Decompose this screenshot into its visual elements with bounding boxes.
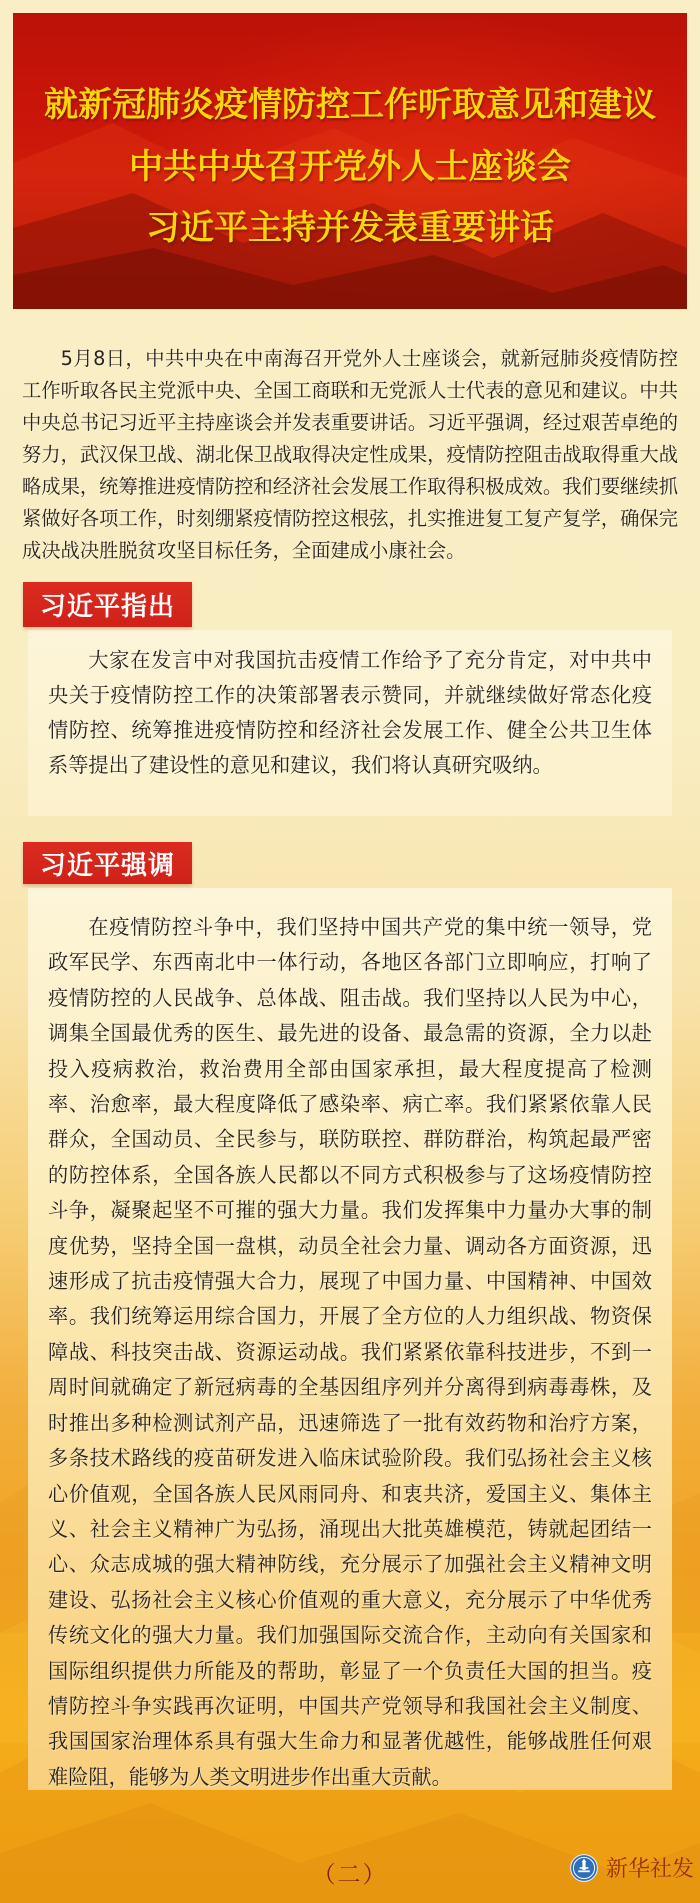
section-label-xi-emphasized: 习近平强调 [23,842,192,884]
banner-title-line-2: 中共中央召开党外人士座谈会 [129,147,571,187]
section-body-xi-emphasized: 在疫情防控斗争中，我们坚持中国共产党的集中统一领导，党政军民学、东西南北中一体行动，各地区各部门立即响应，打响了疫情防控的人民战争、总体战、阻击战。我们坚持以人民为中心，调集全国最优秀的医生、最先进的设备、最急需的资源，全力以赴投入疫病救治，救治费用全部由国家承担，最大程度提高了检测率、治愈率，最大程度降低了感染率、病亡率。我们紧紧依靠人民群众，全国动员、全民参与，联防联控、群防群治，构筑起最严密的防控体系，全国各族人民都以不同方式积极参与了这场疫情防控斗争，凝聚起坚不可摧的强大力量。我们发挥集中力量办大事的制度优势，坚持全国一盘棋，动员全社会力量、调动各方面资源，迅速形成了抗击疫情强大合力，展现了中国力量、中国精神、中国效率。我们统筹运用综合国力，开展了全方位的人力组织战、物资保障战、科技突击战、资源运动战。我们紧紧依靠科技进步，不到一周时间就确定了新冠病毒的全基因组序列并分离得到病毒毒株，及时推出多种检测试剂产品，迅速筛选了一批有效药物和治疗方案，多条技术路线的疫苗研发进入临床试验阶段。我们弘扬社会主义核心价值观，全国各族人民风雨同舟、和衷共济，爱国主义、集体主义、社会主义精神广为弘扬，涌现出大批英雄模范，铸就起团结一心、众志成城的强大精神防线，充分展示了加强社会主义精神文明建设、弘扬社会主义核心价值观的重大意义，充分展示了中华优秀传统文化的强大力量。我们加强国际交流合作，主动向有关国家和国际组织提供力所能及的帮助，彰显了一个负责任大国的担当。疫情防控斗争实践再次证明，中国共产党领导和我国社会主义制度、我国国家治理体系具有强大生命力和显著优越性，能够战胜任何艰难险阻，能够为人类文明进步作出重大贡献。 [28,888,672,1790]
banner-title-line-3: 习近平主持并发表重要讲话 [146,208,554,248]
section-label-xi-pointed-out: 习近平指出 [23,582,192,627]
part-number: （二） [312,1862,388,1888]
section-body-xi-pointed-out: 大家在发言中对我国抗击疫情工作给予了充分肯定，对中共中央关于疫情防控工作的决策部署表示赞同，并就继续做好常态化疫情防控、统筹推进疫情防控和经济社会发展工作、健全公共卫生体系等提出了建设性的意见和建议，我们将认真研究吸纳。 [28,630,672,816]
credit-text: 新华社发 [606,1857,695,1882]
credit-block [570,1852,694,1883]
xinhua-logo-icon [570,1854,598,1882]
banner-title-line-1: 就新冠肺炎疫情防控工作听取意见和建议 [44,85,656,125]
title-banner [13,13,687,309]
intro-paragraph: 5月8日，中共中央在中南海召开党外人士座谈会，就新冠肺炎疫情防控工作听取各民主党派中央、全国工商联和无党派人士代表的意见和建议。中共中央总书记习近平主持座谈会并发表重要讲话。习近平强调，经过艰苦卓绝的努力，武汉保卫战、湖北保卫战取得决定性成果，疫情防控阻击战取得重大战略成果，统筹推进疫情防控和经济社会发展工作取得积极成效。我们要继续抓紧做好各项工作，时刻绷紧疫情防控这根弦，扎实推进复工复产复学，确保完成决战决胜脱贫攻坚目标任务，全面建成小康社会。 [22,347,678,562]
